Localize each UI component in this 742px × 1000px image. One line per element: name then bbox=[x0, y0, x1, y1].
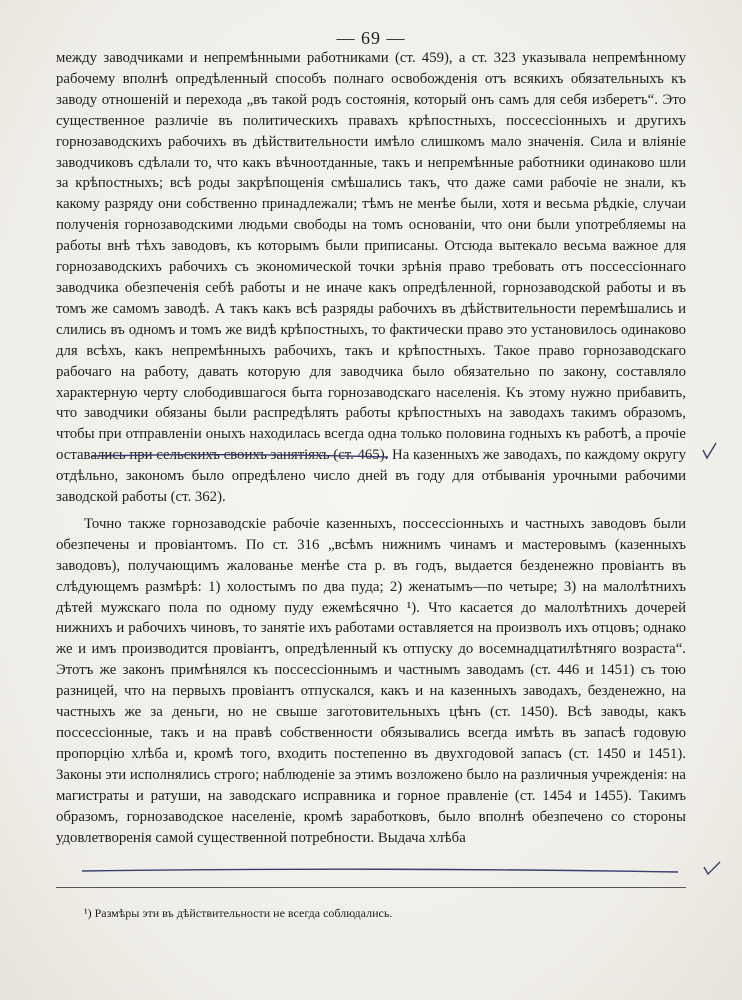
paragraph: Точно также горнозаводскіе рабочіе казенныхъ, поссессіонныхъ и частныхъ заводовъ были обезпечены и провіантомъ. По ст. 316 „всѣмъ нижнимъ чинамъ и мастеровымъ (казенныхъ заводовъ), получающимъ жалованье менѣе ста р. въ годъ, выдается безденежно провіантъ въ слѣдующемъ размѣрѣ: 1) холостымъ по два пуда; 2) женатымъ—по четыре; 3) на малолѣтнихъ дѣтей мужскаго пола по одному пуду ежемѣсячно ¹). Что касается до малолѣтнихъ дочерей нижнихъ и рабочихъ чиновъ, то занятіе ихъ работами оставляется на произволъ ихъ отцовъ; однако же и имъ производится провіантъ, опредѣленный къ отпуску до восемнадцатилѣтняго возраста“. Этотъ же законъ примѣнялся къ поссессіоннымъ и частнымъ заводамъ (ст. 446 и 1451) съ тою разницей, что на первыхъ провіантъ отпускался, какъ и на казенныхъ заводахъ, безденежно, на частныхъ же за деньги, но не свыше заготовительныхъ цѣнъ (ст. 1450). Всѣ заводы, какъ поссессіонные, такъ и на правѣ собственности обязывались всегда имѣть въ запасѣ годовую пропорцію хлѣба и, кромѣ того, входить постепенно въ двухгодовой запасъ (ст. 1450 и 1451). Законы эти исполнялись строго; наблюденіе за этимъ возложено было на различныя учрежденія: на магистраты и ратуши, на заводскаго исправника и горное правленіе (ст. 1454 и 1455). Такимъ образомъ, горнозаводское населеніе, кромѣ заработковъ, было вполнѣ обезпечено со стороны удовлетворенія самой существенной потребности. Выдача хлѣба bbox=[56, 515, 686, 846]
margin-check-mark bbox=[702, 858, 724, 878]
margin-check-mark bbox=[700, 440, 720, 462]
page-number: — 69 — bbox=[336, 28, 406, 48]
body-text bbox=[56, 48, 686, 848]
footnote-divider bbox=[56, 887, 686, 888]
paragraph: между заводчиками и непремѣнными работниками (ст. 459), а ст. 323 указывала непремѣнному рабочему вполнѣ опредѣленный способъ полнаго освобожденія отъ всякихъ обязательныхъ къ заводу отношеній и перехода „въ такой родъ состоянія, который онъ самъ для себя изберетъ“. Это существенное различіе въ политическихъ правахъ крѣпостныхъ, поссессіонныхъ и другихъ горнозаводскихъ рабочихъ въ дѣйствительности имѣло слишкомъ мало значенія. Сила и вліяніе заводчиковъ сдѣлали то, что какъ вѣчноотданные, такъ и непремѣнные работники одинаково шли за крѣпостныхъ; всѣ роды закрѣпощенія смѣшались такъ, что даже сами рабочіе не знали, къ какому разряду они собственно принадлежали; тѣмъ не менѣе были, хотя и весьма рѣдкіе, случаи полученія горнозаводскими людьми свободы на томъ основаніи, что они были употребляемы на работы внѣ тѣхъ заводовъ, къ которымъ были приписаны. Отсюда вытекало весьма важное для горнозаводскихъ рабочихъ съ экономической точки зрѣнія право требовать отъ поссессіоннаго заводчика обезпеченія себѣ работы и не иначе какъ опредѣленной, горнозаводской работы и въ томъ же самомъ заводѣ. А такъ какъ всѣ разряды рабочихъ въ дѣйствительности перемѣшались и слились въ одномъ и томъ же видѣ крѣпостныхъ, то фактически право это установилось одинаково для всѣхъ, какъ непремѣнныхъ рабочихъ, такъ и крѣпостныхъ. Такое право горнозаводскаго рабочаго на работу, давать которую для заводчика было обязательно по закону, составляло характерную черту слободившагося быта горнозаводскаго населенія. Къ этому нужно прибавить, что заводчики обязаны были распредѣлять работы крѣпостныхъ на заводахъ такимъ образомъ, чтобы при отправленіи оныхъ находилась всегда одна только половина годныхъ къ работѣ, а прочіе оставались при сельскихъ своихъ занятіяхъ (ст. 465). На казенныхъ же заводахъ, по каждому округу отдѣльно, закономъ было опредѣлено число дней въ году для отбыванія урочными рабочими заводской работы (ст. 362). bbox=[56, 50, 686, 506]
handwritten-underline bbox=[80, 866, 680, 876]
footnote: ¹) Размѣры эти въ дѣйствительности не всегда соблюдались. bbox=[84, 906, 393, 920]
handwritten-underline bbox=[90, 452, 390, 460]
